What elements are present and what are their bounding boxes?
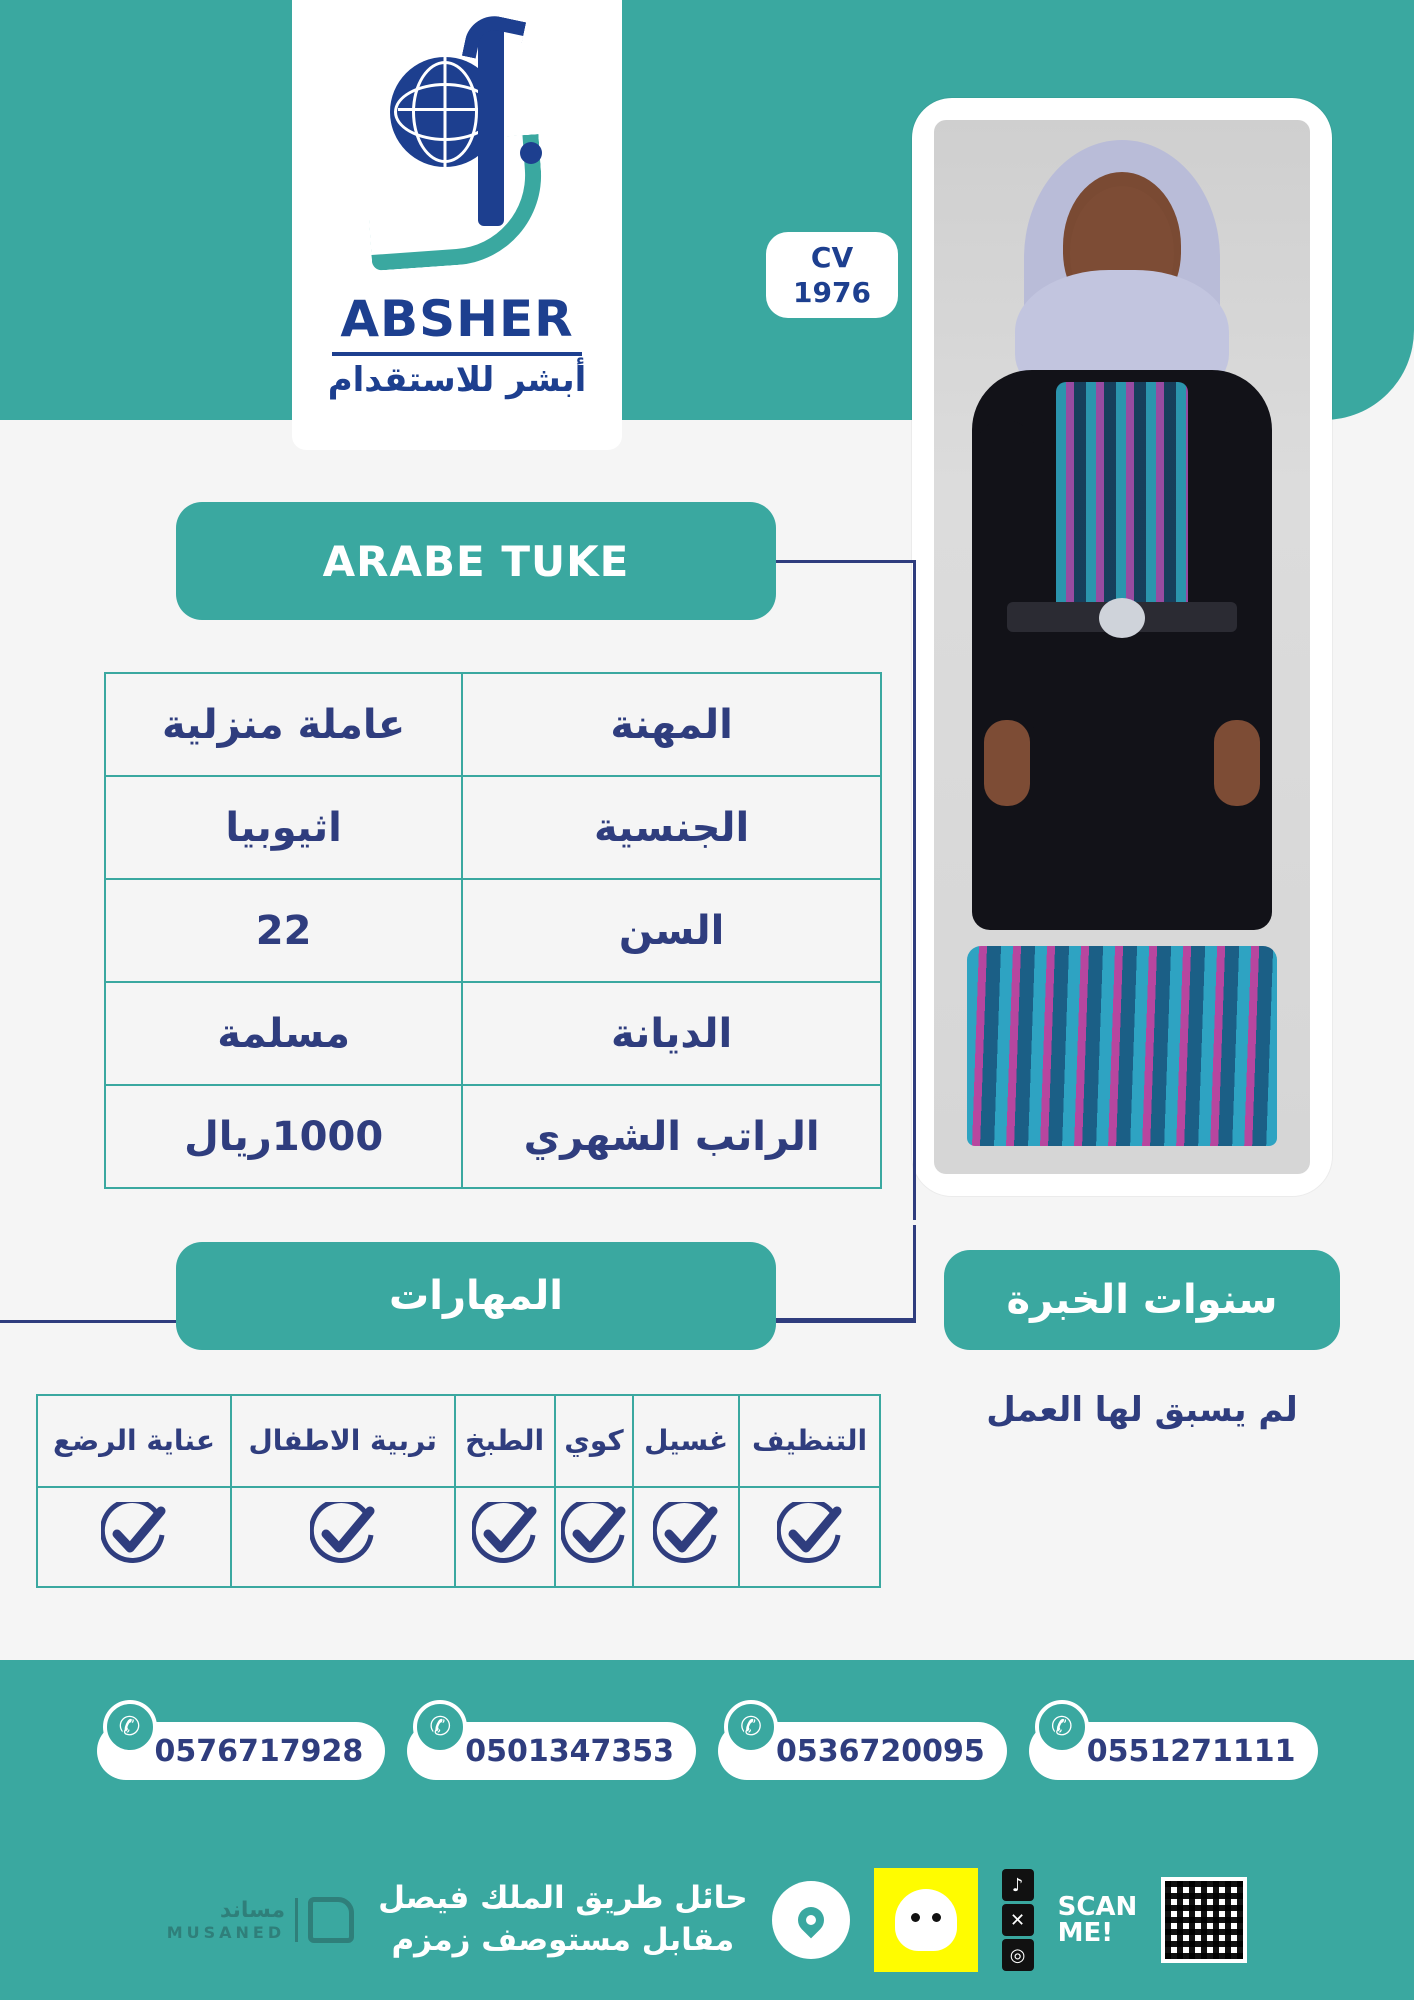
check-icon [777,1502,843,1568]
info-label-religion: الديانة [462,982,881,1085]
info-label-age: السن [462,879,881,982]
qr-code[interactable] [1161,1877,1247,1963]
phone-chip[interactable] [718,1712,1007,1780]
table-row [105,879,881,982]
snapchat-ghost-icon [895,1889,957,1951]
scan-line-2: ME! [1057,1918,1114,1948]
scan-line-1: SCAN [1057,1892,1138,1922]
musaned-divider [295,1898,298,1942]
skills-title: المهارات [176,1242,776,1350]
info-value-religion: مسلمة [105,982,462,1085]
candidate-name: ARABE TUKE [176,502,776,620]
musaned-label-ar: مساند [219,1898,286,1923]
musaned-label-en: MUSANED [166,1923,286,1942]
address-block [378,1878,747,1962]
phone-chip[interactable] [97,1712,386,1780]
skill-check-ironing [555,1487,633,1587]
phone-icon: ✆ [724,1700,778,1754]
connector-line [776,560,916,563]
info-label-profession: المهنة [462,673,881,776]
logo-dot-shape [520,142,542,164]
phone-number: 0501347353 [465,1733,674,1769]
skill-label-cleaning: التنظيف [739,1395,880,1487]
skill-label-childcare: تربية الاطفال [231,1395,455,1487]
info-label-salary: الراتب الشهري [462,1085,881,1188]
check-icon [310,1502,376,1568]
skills-table [36,1394,881,1588]
connector-line [913,560,916,1220]
brand-name-ar: أبشر للاستقدام [327,360,587,400]
brand-logo-card [292,0,622,450]
table-row [105,1085,881,1188]
cv-number-badge [766,232,898,318]
location-pin-icon [772,1881,850,1959]
phone-list [0,1712,1414,1780]
footer-info-row [0,1860,1414,1980]
instagram-icon[interactable]: ◎ [1002,1939,1034,1971]
phone-icon: ✆ [413,1700,467,1754]
skill-check-babycare [37,1487,231,1587]
candidate-photo [934,120,1310,1174]
info-value-profession: عاملة منزلية [105,673,462,776]
skill-check-cleaning [739,1487,880,1587]
x-twitter-icon[interactable]: ✕ [1002,1904,1034,1936]
skill-check-childcare [231,1487,455,1587]
info-value-nationality: اثيوبيا [105,776,462,879]
scan-me-label [1058,1894,1138,1946]
skill-label-cooking: الطبخ [455,1395,555,1487]
check-icon [561,1502,627,1568]
check-icon [653,1502,719,1568]
candidate-photo-frame [912,98,1332,1196]
logo-letter-hook-shape [461,11,525,68]
experience-note: لم يسبق لها العمل [986,1390,1298,1430]
house-icon [308,1897,354,1943]
skill-label-babycare: عناية الرضع [37,1395,231,1487]
skill-label-washing: غسيل [633,1395,739,1487]
phone-number: 0551271111 [1086,1733,1296,1769]
tiktok-icon[interactable]: ♪ [1002,1869,1034,1901]
address-line-1: حائل طريق الملك فيصل [378,1880,748,1917]
check-icon [101,1502,167,1568]
check-icon [472,1502,538,1568]
info-table [104,672,882,1189]
phone-chip[interactable] [407,1712,696,1780]
phone-icon: ✆ [1035,1700,1089,1754]
phone-number: 0576717928 [154,1733,364,1769]
info-value-salary: 1000ريال [105,1085,462,1188]
experience-title: سنوات الخبرة [944,1250,1340,1350]
musaned-logo [167,1897,354,1943]
social-icons [1002,1869,1034,1971]
connector-line [776,1318,916,1321]
table-row [105,982,881,1085]
phone-icon: ✆ [103,1700,157,1754]
table-row [105,673,881,776]
skills-check-row [37,1487,880,1587]
skills-header-row [37,1395,880,1487]
phone-chip[interactable] [1029,1712,1318,1780]
address-line-2: مقابل مستوصف زمزم [391,1922,735,1958]
info-value-age: 22 [105,879,462,982]
info-label-nationality: الجنسية [462,776,881,879]
absher-logo-icon [350,22,565,312]
brand-divider [332,352,582,356]
phone-number: 0536720095 [776,1733,985,1769]
skill-check-cooking [455,1487,555,1587]
skill-check-washing [633,1487,739,1587]
cv-number: 1976 [793,276,871,309]
snapchat-logo[interactable] [874,1868,978,1972]
cv-label: CV [810,241,854,274]
skill-label-ironing: كوي [555,1395,633,1487]
connector-line [913,1225,916,1323]
table-row [105,776,881,879]
brand-name-en: ABSHER [340,290,574,348]
